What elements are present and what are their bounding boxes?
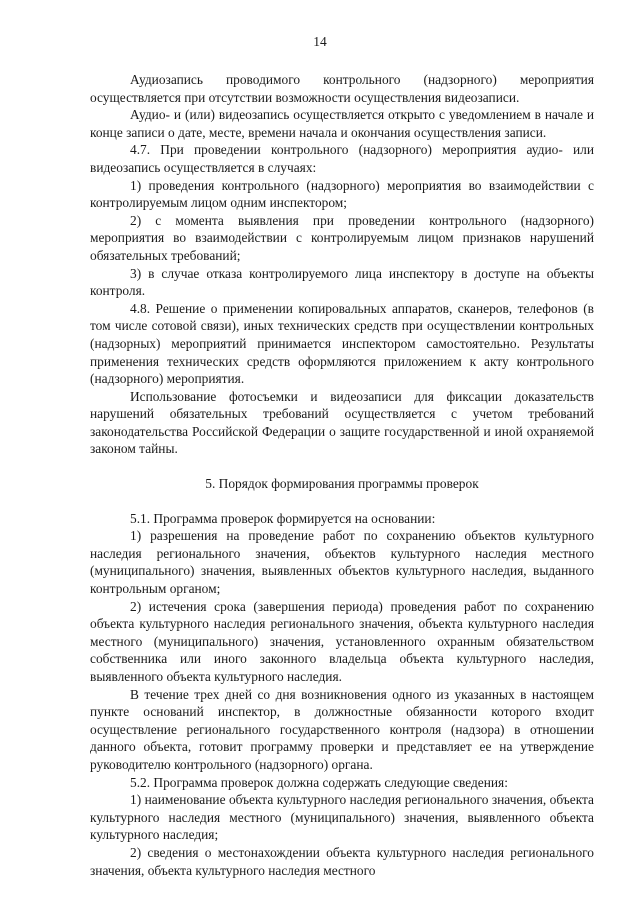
paragraph: 4.8. Решение о применении копировальных аппаратов, сканеров, телефонов (в том числе сотовой связи), иных технических средств при осуществлении контрольных (надзорных) мероприятий принимается инспектором самостоятельно. Результаты применения технических средств оформляются приложением к акту контрольного (надзорного) мероприятия. — [90, 300, 594, 387]
paragraph: Использование фотосъемки и видеозаписи для фиксации доказательств нарушений обязательных требований осуществляется с учетом требований законодательства Российской Федерации о защите государственной и иной охраняемой законом тайны. — [90, 388, 594, 457]
list-item: 2) сведения о местонахождении объекта культурного наследия регионального значения, объекта культурного наследия местного — [90, 844, 594, 878]
paragraph: 4.7. При проведении контрольного (надзорного) мероприятия аудио- или видеозапись осуществляется в случаях: — [90, 142, 594, 175]
list-item: 1) наименование объекта культурного наследия регионального значения, объекта культурного наследия местного (муниципального) значения, выявленного объекта культурного наследия; — [90, 792, 594, 843]
paragraph: 5.1. Программа проверок формируется на основании: — [130, 510, 436, 526]
section-heading: 5. Порядок формирования программы проверок — [205, 476, 479, 492]
page-number: 14 — [313, 34, 327, 49]
document-body — [90, 71, 594, 879]
paragraph: Аудио- и (или) видеозапись осуществляется открыто с уведомлением в начале и конце записи о дате, месте, времени начала и окончания осуществления записи. — [90, 107, 594, 140]
list-item: 1) проведения контрольного (надзорного) мероприятия во взаимодействии с контролируемым лицом одним инспектором; — [90, 177, 594, 211]
list-item: 3) в случае отказа контролируемого лица инспектору в доступе на объекты контроля. — [90, 265, 594, 299]
paragraph: Аудиозапись проводимого контрольного (надзорного) мероприятия осуществляется при отсутствии возможности осуществления видеозаписи. — [90, 72, 594, 105]
paragraph: 5.2. Программа проверок должна содержать следующие сведения: — [130, 774, 508, 790]
list-item: 2) с момента выявления при проведении контрольного (надзорного) мероприятия во взаимодействии с контролируемым лицом признаков нарушений обязательных требований; — [90, 212, 594, 263]
paragraph: В течение трех дней со дня возникновения одного из указанных в настоящем пункте оснований инспектор, в должностные обязанности которого входит осуществление регионального государственного контроля (надзора) в отношении данного объекта, готовит программу проверки и представляет ее на утверждение руководителю контрольного (надзорного) органа. — [90, 686, 594, 772]
list-item: 2) истечения срока (завершения периода) проведения работ по сохранению объекта культурного наследия регионального значения, объекта культурного наследия местного (муниципального) значения, установленного охранным обязательством собственника или иного законного владельца объекта культурного наследия, выявленного объекта культурного наследия. — [90, 598, 594, 684]
list-item: 1) разрешения на проведение работ по сохранению объектов культурного наследия регионального значения, объектов культурного наследия местного (муниципального) значения, выявленных объектов культурного наследия, выданного контрольным органом; — [90, 528, 594, 597]
